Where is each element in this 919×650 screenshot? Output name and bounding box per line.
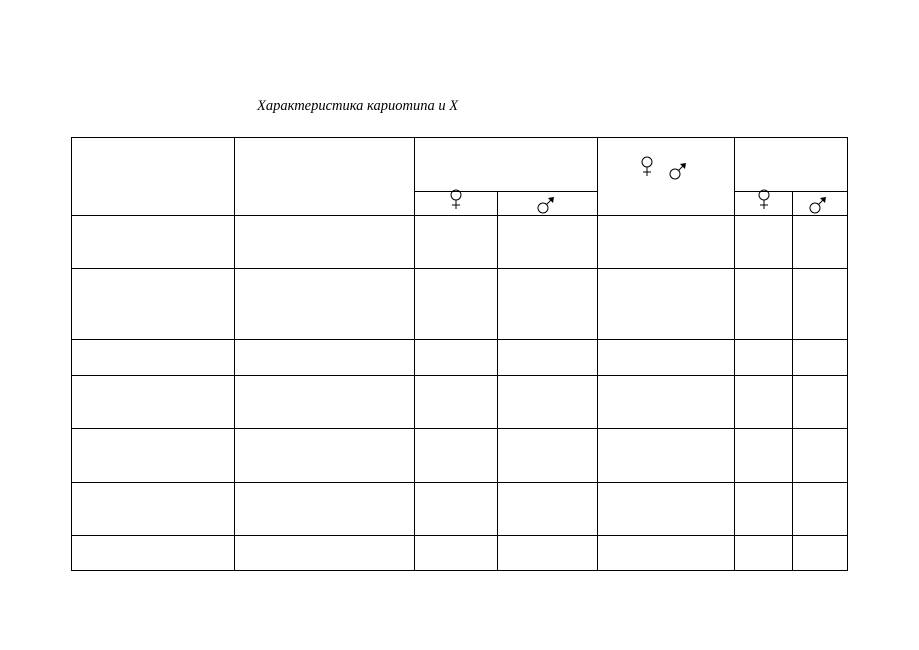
female-symbol-icon (642, 157, 652, 176)
male-symbol-icon (670, 163, 686, 179)
page-title: Характеристика кариотипа и X (257, 98, 459, 114)
male-symbol-icon (810, 197, 826, 213)
table-border (72, 138, 848, 571)
male-symbol-icon (538, 197, 554, 213)
female-symbol-icon (451, 190, 461, 209)
female-symbol-icon (759, 190, 769, 209)
